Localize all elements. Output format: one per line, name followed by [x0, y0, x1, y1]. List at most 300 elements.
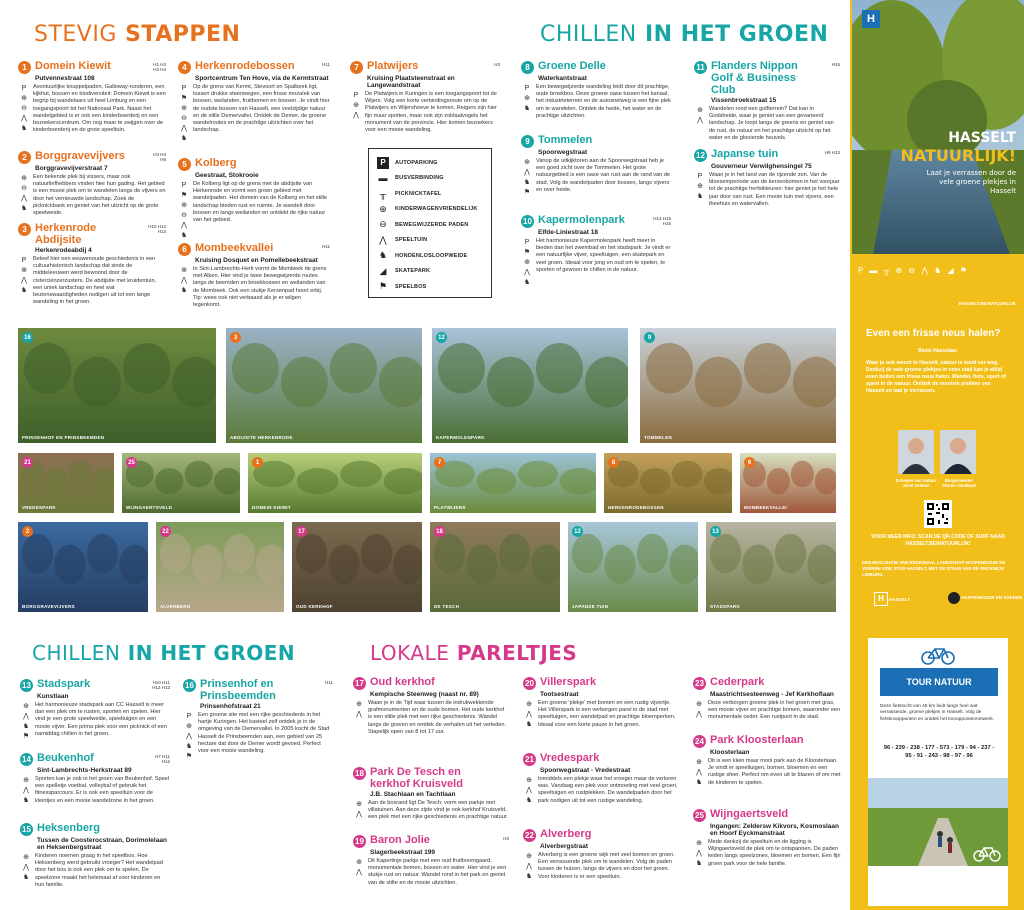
facility-icon: ⋀ [181, 125, 187, 132]
photo-image [18, 328, 216, 443]
legend-label: SPEELBOS [395, 283, 427, 290]
legend-label: HONDENLOSLOOPWEIDE [395, 252, 468, 259]
photo-number-badge: 18 [434, 526, 445, 537]
qr-code-icon [926, 502, 950, 526]
entry-header [523, 676, 679, 690]
location-photo [706, 522, 836, 612]
legend-item [377, 248, 483, 264]
location-photo [640, 328, 836, 443]
photo-number-badge: 13 [710, 526, 721, 537]
entry-number-badge: 25 [693, 809, 706, 822]
entry-body [20, 702, 170, 740]
bus-lines: H3 [503, 836, 509, 841]
facility-icon: ⋀ [21, 115, 27, 122]
facility-icon: ⋀ [356, 811, 362, 818]
list-item [18, 60, 166, 134]
photo-image [226, 328, 422, 443]
entry-number-badge: 2 [18, 151, 31, 164]
location-photo [292, 522, 422, 612]
facility-icons [178, 84, 190, 142]
facility-icon: ⊕ [356, 859, 362, 866]
facility-icon: ⊕ [181, 105, 187, 112]
bus-lines: H9 H13 [824, 150, 840, 155]
bicycle-icon [920, 644, 956, 666]
tour-knooppunten: 96 - 239 - 238 - 177 - 573 - 179 - 94 - 237 - 95 - 91 - 243 - 98 - 97 - 96 [883, 745, 995, 759]
entry-header [18, 222, 166, 246]
photo-image [430, 453, 596, 513]
entry-address: Borggravevijverstraat 7 [35, 165, 108, 172]
facility-icons [183, 712, 195, 760]
entry-body [694, 172, 840, 208]
entry-address: Geestraat, Stokrooie [195, 172, 259, 179]
location-photo [740, 453, 836, 513]
list-item [521, 134, 671, 196]
photo-caption: OUD KERKHOF [296, 604, 333, 609]
facility-icon: ⚑ [180, 95, 188, 102]
facility-icons [693, 700, 705, 722]
entry-description: Waan je in de Tijd waar tussen de indrukwekkende grafmonumenten en de oude bomen. Het oude kerkhof is een stille plek met een rijke geschiedenis. Wandel langs de graven en ontdek de verhalen uit het verleden. Stapelijk open van 8 tot 17 uur. [368, 700, 507, 735]
entry-description: Een bewegwijzerde wandeling leidt door dit prachtige, oude broekbos. Deze groene oase tussen het kanaal, het industrieterrein en de autosnelweg is een fijne plek om te wandelen. Ontdek de heide, het water en de prachtige uitzichten. [536, 84, 671, 119]
photo-number-badge: 22 [160, 526, 171, 537]
entry-title: Kapermolenpark [538, 214, 625, 226]
photo-number-badge: 6 [744, 457, 755, 468]
photo-caption: MOMBEEKVALLEI [744, 505, 788, 510]
cover-url: HASSELT.BE/NATUURLIJK [958, 301, 1016, 306]
entry-description: Mede dankzij de speeltuin en de ligging is Wijngaertsveld de plek om te ontspannen. De paden leiden langs speelzones, bloemen en bomen. Een fijn groen park voor de hele familie. [708, 839, 841, 867]
facility-icons [178, 181, 190, 239]
facility-icon: ♞ [22, 723, 30, 730]
facility-icon: ⋀ [21, 195, 27, 202]
entry-header [523, 828, 679, 842]
facility-icon: ⊕ [697, 107, 703, 114]
entry-address: Ingangen: Zeldersw Kikvors, Kosmoslaan en Hoorf Eyckmanstraat [710, 823, 839, 837]
legend-icon: ◢ [379, 265, 387, 276]
facility-icons [694, 172, 706, 208]
facility-icons [353, 858, 365, 887]
facility-icons [18, 256, 30, 306]
person-caption-1: Schepen van Natuur Joost Venken [895, 478, 937, 488]
bus-lines: H11 [325, 680, 333, 685]
cover-icons: P ▬ ╥ ⊕ ⊖ ⋀ ♞ ◢ ⚑ [858, 266, 970, 275]
entry-number-badge: 8 [521, 61, 534, 74]
entry-address: Kruising Dosquet en Pomellebeekstraat [195, 257, 318, 264]
photo-image [640, 328, 836, 443]
entry-body [20, 776, 170, 805]
photo-caption: TOMMELEN [644, 435, 673, 440]
photo-caption: STADSPARK [710, 604, 741, 609]
entry-number-badge: 7 [350, 61, 363, 74]
facility-icon: ♞ [22, 797, 30, 804]
section-header-chillen-bottom: CHILLEN IN HET GROEN [32, 641, 296, 665]
facility-icon: ⊖ [181, 212, 187, 219]
facility-icon: ♞ [20, 287, 28, 294]
facility-icon: P [21, 85, 27, 92]
entry-title: Domein Kiewit [35, 60, 111, 72]
entry-body [353, 800, 509, 822]
avatar [940, 430, 976, 474]
list-item [178, 60, 330, 142]
facility-icon: ⚑ [523, 189, 531, 196]
legend-item [377, 233, 483, 249]
entry-description: Dit Kapertinje parkje met een oud fruitboomgaard, monumentale bomen, bossen en water. Hier vind je een stukje rust en natuur. Wandel rond in het park en geniet van de stilte en de mooie uitzichten. [368, 858, 507, 886]
location-photo [430, 522, 560, 612]
photo-image [292, 522, 422, 612]
entry-description: Alverberg is een groene wijk met veel bomen en groen. Een verrassende plek om te wandelen. Volg de paden tussen de huizen, langs de vijvers en door het groen. Voor kinderen is er een speeltuin. [538, 852, 675, 880]
entry-title: Heksenberg [37, 822, 100, 834]
facility-icon: ⋀ [181, 222, 187, 229]
entry-header [178, 157, 330, 171]
photo-caption: BORGGRAVEVIJVERS [22, 604, 75, 609]
qr-code[interactable] [924, 500, 952, 528]
bus-lines: H11 [322, 244, 330, 249]
legend-label: KINDERWAGENVRIENDELIJK [395, 206, 478, 213]
list-item [353, 834, 509, 887]
bus-lines: H10 H11 H12 H13 [152, 680, 170, 690]
avatar [898, 430, 934, 474]
facility-icon: P [21, 257, 27, 264]
list-item [20, 752, 170, 805]
list-item [178, 157, 330, 239]
entry-header [521, 214, 671, 228]
facility-icon: ⊕ [697, 183, 703, 190]
facility-icon: ♞ [20, 205, 28, 212]
facility-icon: ⊕ [181, 267, 187, 274]
facility-icon: ⋀ [23, 713, 29, 720]
location-photo [432, 328, 628, 443]
legend-item [377, 155, 483, 171]
entry-header [20, 822, 170, 836]
bicycle-icon [972, 844, 1002, 862]
section-header-lokale-pareltjes: LOKALE PARELTJES [370, 641, 578, 665]
entry-description: Wandelen rond een golfterrein? Dat kan in Godsheide, waar je geniet van een gevarieerd landschap. Je loopt langs de greens en geniet van de rust, de natuur en het prachtige uitzicht op het water en de glooiende heuvels. [709, 106, 834, 141]
sidebar-intro-text: Waar je ook woont in Hasselt, natuur is nooit ver weg. Dankzij de vele groene plekjes in onze stad kan je altijd even buiten een frisse neus halen. Wandel, fiets, sport of speel in de natuur. Ontdek de mooiste plekken van Hasselt en laat je verrassen. [866, 360, 1006, 394]
section-header-chillen-top: CHILLEN IN HET GROEN [540, 22, 829, 47]
location-photo [122, 453, 240, 513]
entry-header [20, 752, 170, 766]
photo-caption: ALVERBERG [160, 604, 191, 609]
legend-item [377, 186, 483, 202]
photo-number-badge: 16 [22, 332, 33, 343]
bus-lines: H10 H12 H13 [148, 224, 166, 234]
entry-title: Herkenrode Abdijsite [35, 222, 97, 246]
facility-icons [178, 266, 190, 309]
entry-title: Herkenrodebossen [195, 60, 295, 72]
list-item [353, 676, 509, 736]
legend-icon: ⊕ [379, 203, 387, 214]
facility-icon: ♞ [695, 779, 703, 786]
facility-icon: ⋀ [697, 117, 703, 124]
facility-icon: P [186, 713, 192, 720]
entry-header [20, 678, 170, 692]
entry-title: Cederpark [710, 676, 765, 688]
entry-description: In Sint-Lambrechts-Herk vormt de Mombeek de grens met Alken. Hier vind je twee bewegwijzerde routes langs de beemden en broekbossen en weilanden van de Mombeek. Ook een stukje Kersenpad hoort erbij. Tip: wees ook niet verbaasd als je er wilgen tegenkomt. [193, 266, 327, 309]
list-item [521, 60, 671, 120]
facility-icon: ⊕ [356, 801, 362, 808]
entry-title: Groene Delle [538, 60, 606, 72]
entry-number-badge: 1 [18, 61, 31, 74]
entry-address: Kunstlaan [37, 693, 69, 700]
entry-body [178, 266, 330, 309]
entry-body [523, 700, 679, 729]
entry-header [521, 60, 671, 74]
facility-icon: ⊕ [356, 701, 362, 708]
entry-title: Villerspark [540, 676, 597, 688]
entry-description: Een bekende plek bij vissers, maar ook natuurliefhebbers vinden hier hun gading. Het gebied is een mooie plek om te wandelen langs de vijvers en door het vernieuwde landschap. Zoek de picknickbank en geniet van het uitzicht op de grote speelweide. [33, 174, 166, 217]
facility-icon: ⋀ [181, 277, 187, 284]
legend-box [368, 148, 492, 298]
list-item [20, 678, 170, 740]
facility-icon: ⋀ [524, 169, 530, 176]
facility-icon: ⋀ [21, 277, 27, 284]
entry-description: Inmiddels een plekje waar het vroeger maar de verloren was. Vandaag een plek voor ontmoeting met veel groen, speeltuigen en rustplekken. De wandelpaden door het park nodigen uit tot een rustige wandeling. [538, 776, 678, 804]
entry-address: J.B. Stachlaan en Tachtlaan [370, 791, 456, 798]
facility-icon: ⊕ [353, 102, 359, 109]
facility-icon: ⋀ [23, 787, 29, 794]
facility-icon: ⋀ [186, 733, 192, 740]
entry-number-badge: 16 [183, 679, 196, 692]
list-item [521, 214, 671, 286]
entry-body [693, 839, 843, 868]
list-item [523, 752, 679, 805]
bus-lines: H1 H2 H3 H4 [153, 62, 166, 72]
entry-address: Putvennestraat 108 [35, 75, 95, 82]
entry-number-badge: 10 [521, 215, 534, 228]
entry-number-badge: 19 [353, 835, 366, 848]
location-photo [248, 453, 422, 513]
facility-icon: ⊕ [21, 267, 27, 274]
legend-icon: ⋀ [379, 234, 387, 245]
entry-title: Tommelen [538, 134, 593, 146]
facility-icon: ⋀ [526, 787, 532, 794]
entry-number-badge: 11 [694, 61, 707, 74]
entry-body [18, 84, 166, 134]
person-photo-2 [940, 430, 976, 474]
photo-image [432, 328, 628, 443]
facility-icon: ♞ [695, 860, 703, 867]
bus-lines: H3 [494, 62, 500, 67]
location-photo [430, 453, 596, 513]
entry-body [20, 853, 170, 889]
entry-body [178, 84, 330, 142]
entry-description: Kinderen noemen graag in het speelbos. Hoe Heksenberg werd gebruikt vroeger? Het wandelpad door het bos is ook een plek om te spelen. De speelzone maakt het helemaal af voor kinderen en hun familie. [35, 853, 163, 888]
photo-image [248, 453, 422, 513]
entry-description: Op de grens van Kermt, Stevoort en Spalbeek ligt, tussen drukke steenwegen, een frisse mozaïek van bossen, weilanden, fruitbomen en bossen. Je vindt hier de oudste bossen van Hasselt, een veelzijdige natuur en de stille Demervallei. Ontdek de Demer, de groene wandelroutes en de prachtige uitzichten over het landschap. [193, 84, 330, 134]
entry-address: Herkenrodeabdij 4 [35, 247, 92, 254]
entry-body [693, 700, 843, 722]
photo-caption: ABDIJSITE HERKENRODE [230, 435, 293, 440]
facility-icon: P [697, 173, 703, 180]
entry-body [521, 158, 671, 196]
legend-icon: ╥ [379, 188, 387, 199]
facility-icons [353, 800, 365, 822]
list-item [694, 148, 840, 208]
legend-label: BEWEGWIJZERDE PADEN [395, 221, 469, 228]
list-item [693, 734, 843, 787]
location-photo [156, 522, 284, 612]
photo-number-badge: 3 [230, 332, 241, 343]
facility-icon: ⋀ [23, 864, 29, 871]
facility-icon: ⚑ [185, 753, 193, 760]
entry-number-badge: 22 [523, 829, 536, 842]
entry-body [353, 700, 509, 736]
entry-number-badge: 18 [353, 767, 366, 780]
entry-header [353, 766, 509, 790]
entry-title: Park De Tesch en kerkhof Kruisveld [370, 766, 463, 790]
entry-number-badge: 3 [18, 223, 31, 236]
facility-icon: ⚑ [523, 249, 531, 256]
entry-address: Maastrichtsesteenweg - Jef Kerkhoflaan [710, 691, 834, 698]
list-item [18, 222, 166, 306]
facility-icon: ♞ [180, 232, 188, 239]
entry-body [521, 238, 671, 286]
logo-haspengouw: HASPENGOUW EN VOEREN [948, 592, 1022, 604]
facility-icons [521, 84, 533, 120]
entry-body [18, 174, 166, 217]
entry-address: Alverbergstraat [540, 843, 589, 850]
entry-description: Beleef hier een eeuwenoude geschiedenis in een cultuurhistorisch landschap dat sinds de middeleeuwen werd bewoond door de cisterciënzerzusters. De abdijsite met kruidentuin, een uniek landschap en heel wat bezienswaardigheden nodigen uit tot een lange wandeling in het groen. [33, 256, 157, 306]
facility-icon: ⚑ [180, 192, 188, 199]
photo-caption: KAPERMOLENPARK [436, 435, 485, 440]
facility-icon: P [181, 85, 187, 92]
facility-icons [523, 776, 535, 805]
facility-icon: ♞ [185, 743, 193, 750]
legend-icon: ⚑ [378, 281, 388, 292]
cover-panel [852, 0, 1024, 310]
facility-icons [521, 158, 533, 196]
bus-lines: H15 [831, 62, 840, 67]
entry-title: Vredespark [540, 752, 600, 764]
bus-lines: H14 H15 H16 [653, 216, 671, 226]
location-photo [18, 453, 114, 513]
entry-description: Aan de bosrand ligt De Tesch: vorm een parkje met villatuinen. Aan deze zijde vind je ook kerkhof Kruisveld, een plek met een rijke geschiedenis en prachtige natuur. [368, 800, 508, 821]
entry-header [693, 734, 843, 748]
entry-address: Tootsestraat [540, 691, 579, 698]
entry-title: Flanders Nippon Golf & Business Club [711, 60, 798, 96]
cover-title: HASSELT NATUURLIJK! Laat je verrassen door de vele groene plekjes in Hasselt [900, 130, 1016, 195]
legend-item [377, 171, 483, 187]
photo-caption: DE TESCH [434, 604, 460, 609]
facility-icon: ♞ [523, 105, 531, 112]
sidebar-more-info: VOOR MEER INFO: SCAN DE QR-CODE OF SURF NAAR HASSELT.BE/NATUURLIJK! [871, 534, 1005, 547]
list-item [523, 828, 679, 881]
hasselt-logo: H [862, 10, 880, 28]
entry-header [521, 134, 671, 148]
entry-number-badge: 14 [20, 753, 33, 766]
list-item [18, 150, 166, 217]
entry-body [523, 852, 679, 881]
photo-image [122, 453, 240, 513]
facility-icons [693, 839, 705, 868]
location-photo [568, 522, 698, 612]
photo-caption: PLATWIJERS [434, 505, 466, 510]
entry-description: De Kolberg ligt op de grens met de abdijsite van Herkenrode en vormt een groen gebied met wandelpaden. Het domein van de Kolberg en het stille landschap bieden rust en ruimte. Je wandelt door bossen en langs weilanden en ontdekt de rijke natuur van het gebied. [193, 181, 328, 224]
entry-title: Platwijers [367, 60, 419, 72]
entry-description: Een groene site met een rijke geschiedenis in het hartje Kuringen. Het kasteel zelf ontdek je in de omgeving van de Demervallei. In 2005 kocht de Stad Hasselt de Prinsbeemden aan, een gebied van 25 hectare dat door de Demer wordt gevoed. Perfect voor een mooie wandeling. [198, 712, 330, 755]
entry-address: Vissenbroekstraat 15 [711, 97, 777, 104]
entry-address: Sportcentrum Ten Hove, via de Kermtstraat [195, 75, 329, 82]
entry-description: Het harmonieuze stadspark aan CC Hasselt is meer dan een plek om te rusten, sporten en spelen. Hier vind je een grote speelweide, speeltuigen en een mooie vijver. Een prima plek voor een picknick of een namiddag chillen in het groen. [35, 702, 167, 737]
legend-icon: ⊖ [379, 219, 387, 230]
entry-address: Slagerbeekstraat 199 [370, 849, 436, 856]
entry-body [18, 256, 166, 306]
photo-caption: WIJNGAERTSVELD [126, 505, 173, 510]
location-photo [226, 328, 422, 443]
photo-image [706, 522, 836, 612]
facility-icon: P [524, 239, 530, 246]
tour-photo [868, 778, 1008, 866]
entry-header [183, 678, 333, 702]
facility-icons [521, 238, 533, 286]
facility-icon: ⊕ [526, 853, 532, 860]
photo-number-badge: 8 [608, 457, 619, 468]
facility-icons [20, 702, 32, 740]
facility-icon: ⊕ [21, 95, 27, 102]
photo-number-badge: 7 [434, 457, 445, 468]
facility-icon: ♞ [523, 179, 531, 186]
facility-icon: ⋀ [696, 769, 702, 776]
legend-item [377, 217, 483, 233]
entry-header [523, 752, 679, 766]
entry-number-badge: 20 [523, 677, 536, 690]
entry-address: Kloosterlaan [710, 749, 750, 756]
photo-caption: PRINSENHOF EN PRINSBEEMDEN [22, 435, 105, 440]
entry-title: Wijngaertsveld [710, 808, 789, 820]
facility-icon: ⊖ [21, 105, 27, 112]
facility-icon: ⋀ [526, 711, 532, 718]
list-item [693, 808, 843, 868]
bus-lines: H3 H4 H5 [153, 152, 166, 162]
bus-lines: H11 [322, 62, 330, 67]
legend-label: SPEELTUIN [395, 237, 428, 244]
haspengouw-logo-icon [948, 592, 960, 604]
hasselt-logo-icon: H [874, 592, 888, 606]
facility-icon: ⊕ [696, 840, 702, 847]
photo-number-badge: 2 [22, 526, 33, 537]
entry-address: Sint-Lambrechts-Herkstraat 89 [37, 767, 132, 774]
facility-icon: ♞ [180, 135, 188, 142]
facility-icon: ♞ [20, 125, 28, 132]
entry-description: Avontuurlijke knuppelpaden, Galloway-runderen, een kijkhut, bossen en biodiversiteit: Domein Kiewit is een begrip bij wandelaars uit heel Limburg en een toegangspoort tot het Nationaal Park. Naast het wandelgebied is er ook een kinderboerderij en een bezoekerscentrum. Om nog maar te zwijgen over de kinderboerderij en de grote speeltuin. [33, 84, 166, 134]
facility-icon: ♞ [525, 873, 533, 880]
legend-item [377, 202, 483, 218]
photo-image [156, 522, 284, 612]
facility-icon: ⊕ [181, 202, 187, 209]
list-item [353, 766, 509, 822]
entry-body [694, 106, 840, 142]
facility-icons [18, 84, 30, 134]
facility-icon: ⚑ [22, 733, 30, 740]
photo-caption: DOMEIN KIEWIT [252, 505, 291, 510]
entry-description: Een groene 'plekje' met bomen en een rustig vijvertje. Het Villerspark is een verborgen parel in de stad met speeltuigen, een wandelpad en prachtige bloemperken. Ideaal voor een korte pauze in het groen. [538, 700, 676, 728]
facility-icon: ⊕ [21, 175, 27, 182]
list-item [178, 242, 330, 309]
facility-icon: ⊕ [696, 701, 702, 708]
facility-icon: ⊖ [181, 115, 187, 122]
facility-icon: ♞ [525, 721, 533, 728]
entry-header [693, 808, 843, 822]
entry-address: Waterkantstraat [538, 75, 587, 82]
list-item [693, 676, 843, 722]
facility-icon: ⊕ [23, 854, 29, 861]
photo-number-badge: 9 [644, 332, 655, 343]
legend-label: BUSVERBINDING [395, 175, 444, 182]
bus-lines: H7 H11 H12 [155, 754, 170, 764]
legend-icon: P [377, 157, 389, 169]
legend-label: SKATEPARK [395, 268, 431, 275]
photo-image [18, 522, 148, 612]
tour-title: TOUR NATUUR [880, 668, 998, 696]
entry-number-badge: 6 [178, 243, 191, 256]
